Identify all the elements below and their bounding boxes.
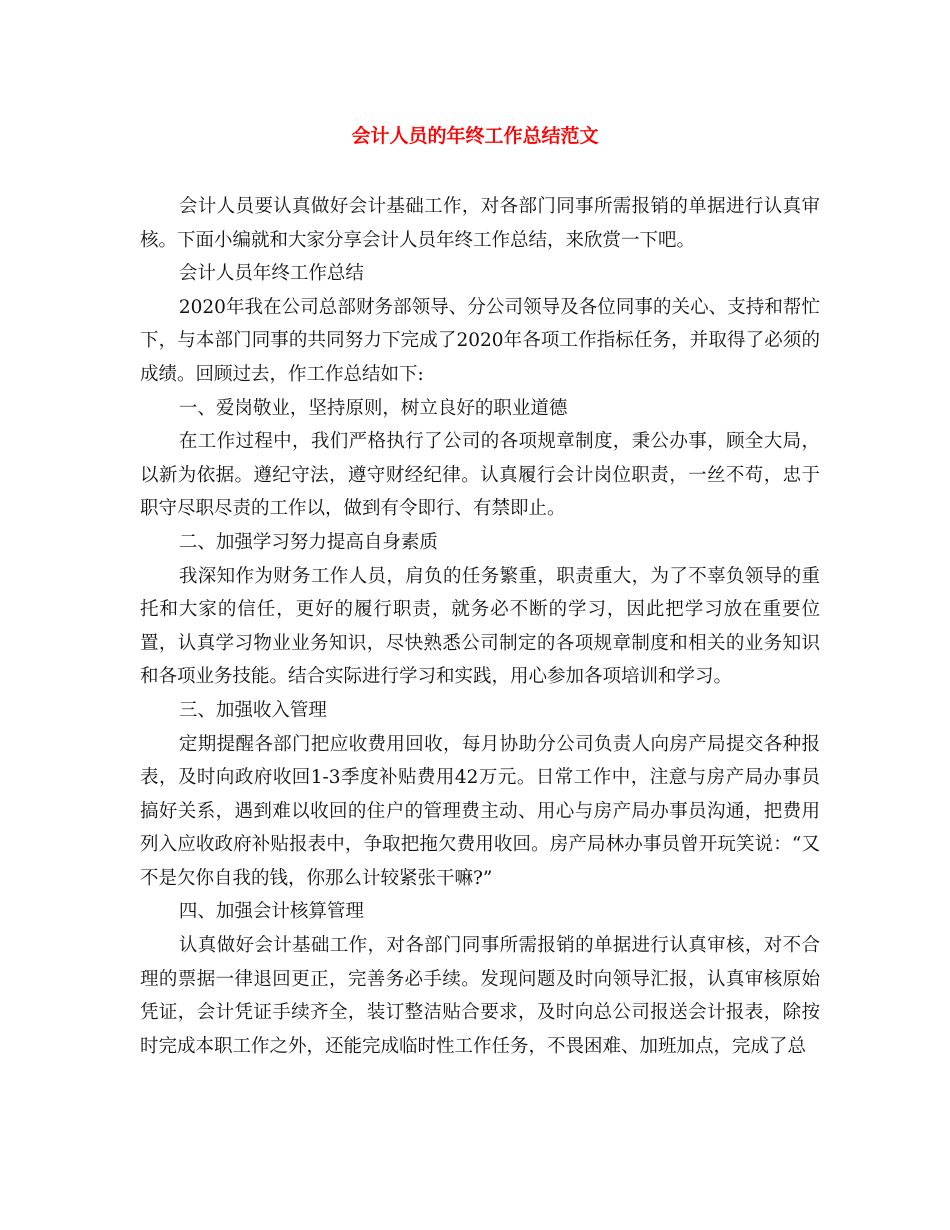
section-heading: 三、加强收入管理 <box>178 699 327 721</box>
intro-paragraph: 会计人员要认真做好会计基础工作，对各部门同事所需报销的单据进行认真审核。下面小编就和大家分享会计人员年终工作总结，来欣赏一下吧。 <box>140 196 820 251</box>
body-paragraph: 我深知作为财务工作人员，肩负的任务繁重，职责重大，为了不辜负领导的重托和大家的信任，更好的履行职责，就务必不断的学习，因此把学习放在重要位置，认真学习物业业务知识，尽快熟悉公司制定的各项规章制度和相关的业务知识和各项业务技能。结合实际进行学习和实践，用心参加各项培训和学习。 <box>140 565 820 688</box>
body-paragraph: 定期提醒各部门把应收费用回收，每月协助分公司负责人向房产局提交各种报表，及时向政府收回1-3季度补贴费用42万元。日常工作中，注意与房产局办事员搞好关系，遇到难以收回的住户的管理费主动、用心与房产局办事员沟通，把费用列入应收政府补贴报表中，争取把拖欠费用收回。房产局林办事员曾开玩笑说：“又不是欠你自我的钱，你那么计较紧张干嘛?” <box>140 733 820 889</box>
body-paragraph: 认真做好会计基础工作，对各部门同事所需报销的单据进行认真审核，对不合理的票据一律退回更正，完善务必手续。发现问题及时向领导汇报，认真审核原始凭证，会计凭证手续齐全，装订整洁贴合要求，及时向总公司报送会计报表，除按时完成本职工作之外，还能完成临时性工作任务，不畏困难、加班加点，完成了总 <box>140 935 820 1057</box>
document-title: 会计人员的年终工作总结范文 <box>351 125 599 147</box>
section-heading: 二、加强学习努力提高自身素质 <box>178 531 438 553</box>
document-body <box>140 190 820 1063</box>
section-heading: 四、加强会计核算管理 <box>178 901 364 923</box>
body-paragraph: 2020年我在公司总部财务部领导、分公司领导及各位同事的关心、支持和帮忙下，与本部门同事的共同努力下完成了2020年各项工作指标任务，并取得了必须的成绩。回顾过去，作工作总结如下: <box>140 296 820 385</box>
section-heading: 会计人员年终工作总结 <box>178 263 364 285</box>
section-heading: 一、爱岗敬业，坚持原则，树立良好的职业道德 <box>178 397 568 419</box>
body-paragraph: 在工作过程中，我们严格执行了公司的各项规章制度，秉公办事，顾全大局，以新为依据。遵纪守法，遵守财经纪律。认真履行会计岗位职责，一丝不苟，忠于职守尽职尽责的工作以，做到有令即行、有禁即止。 <box>140 431 820 520</box>
